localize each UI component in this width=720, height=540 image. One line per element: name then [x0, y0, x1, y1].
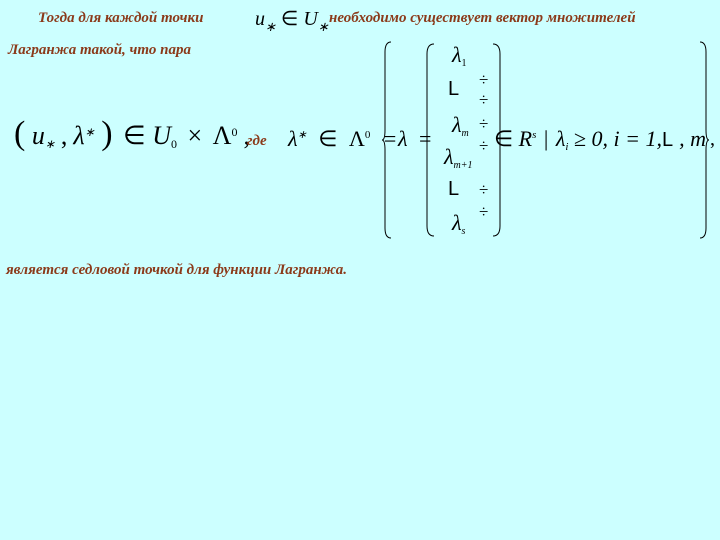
brace-right-svg	[699, 40, 709, 240]
vector-symbol: λ	[444, 144, 454, 169]
lambda-star-sup: ∗	[84, 125, 95, 139]
where-word: где	[247, 133, 267, 149]
vector-subscript: m	[461, 128, 469, 139]
var-u: u	[31, 121, 45, 150]
vector-subscript: 1	[461, 58, 467, 69]
inline-math-u-in-U	[255, 6, 329, 35]
in-symbol: ∈	[494, 126, 514, 151]
set-right-brace	[699, 40, 709, 240]
in-symbol: ∈	[280, 8, 299, 30]
brace-left-svg	[382, 40, 392, 240]
equals-2: =	[419, 126, 432, 151]
right-paren: )	[101, 115, 113, 152]
end-comma: ,	[710, 128, 715, 150]
vector-row-4	[444, 144, 473, 171]
var-U: U	[303, 8, 318, 30]
U-sub-zero: 0	[170, 137, 177, 151]
vector-marker-1: ÷	[479, 70, 489, 89]
left-paren: (	[14, 115, 26, 152]
vector-row-6	[452, 210, 465, 237]
var-U: U	[152, 121, 171, 150]
vector-subscript: s	[461, 226, 466, 237]
vector-row-1	[452, 42, 467, 69]
var-u: u	[255, 8, 265, 30]
pair-formula	[14, 115, 250, 153]
u-star-sub: ∗	[44, 137, 55, 151]
vector-marker-4: ÷	[479, 136, 489, 155]
R-sup-s: s	[532, 129, 537, 141]
intro-text-after: необходимо существует вектор множителей	[329, 10, 636, 26]
set-condition	[494, 126, 706, 153]
condition-end: , m	[679, 126, 706, 151]
vector-left-paren-svg	[425, 42, 435, 238]
in-symbol: ∈	[318, 126, 338, 151]
condition-ellipsis: L	[661, 129, 674, 151]
times-symbol: ×	[187, 121, 203, 150]
comma: ,	[60, 121, 68, 150]
Lambda-sup-zero: 0	[231, 125, 238, 139]
star-sup: ∗	[297, 129, 307, 141]
vector-symbol: λ	[452, 210, 462, 235]
i-sub: i	[565, 141, 569, 153]
Lambda-sup-zero: 0	[364, 129, 371, 141]
vector-marker-5: ÷	[479, 180, 489, 199]
var-Lambda: Λ	[212, 121, 232, 150]
vertical-bar: |	[543, 126, 549, 151]
vector-row-5	[448, 178, 459, 201]
equals-1: =	[383, 126, 397, 151]
var-lambda-star: λ	[288, 126, 298, 151]
var-lambda: λ	[73, 121, 85, 150]
vector-left-paren	[425, 42, 435, 243]
vector-row-2	[448, 78, 459, 101]
intro-text-line2: Лагранжа такой, что пара	[8, 42, 191, 58]
vector-subscript: m+1	[453, 160, 473, 171]
vector-symbol: λ	[452, 112, 462, 137]
var-lambda-i: λ	[555, 126, 566, 151]
vector-row-3	[452, 112, 469, 139]
vector-ellipsis: L	[448, 78, 460, 100]
conclusion-text: является седловой точкой для функции Лагранжа.	[6, 262, 347, 278]
condition-text: ≥ 0, i = 1,	[573, 126, 662, 151]
vector-marker-6: ÷	[479, 202, 489, 221]
vector-marker-2: ÷	[479, 90, 489, 109]
vector-symbol: λ	[452, 42, 462, 67]
set-left-brace	[382, 40, 392, 240]
intro-text-before: Тогда для каждой точки	[38, 10, 204, 26]
var-lambda: λ	[398, 126, 408, 151]
in-symbol: ∈	[123, 121, 146, 150]
star-sub-2: ∗	[317, 19, 329, 34]
vector-marker-3: ÷	[479, 114, 489, 133]
vector-ellipsis: L	[448, 178, 460, 200]
var-Lambda: Λ	[348, 126, 365, 151]
trailing-comma: ,	[243, 121, 251, 150]
var-R: R	[518, 126, 533, 151]
star-sub: ∗	[265, 19, 276, 34]
